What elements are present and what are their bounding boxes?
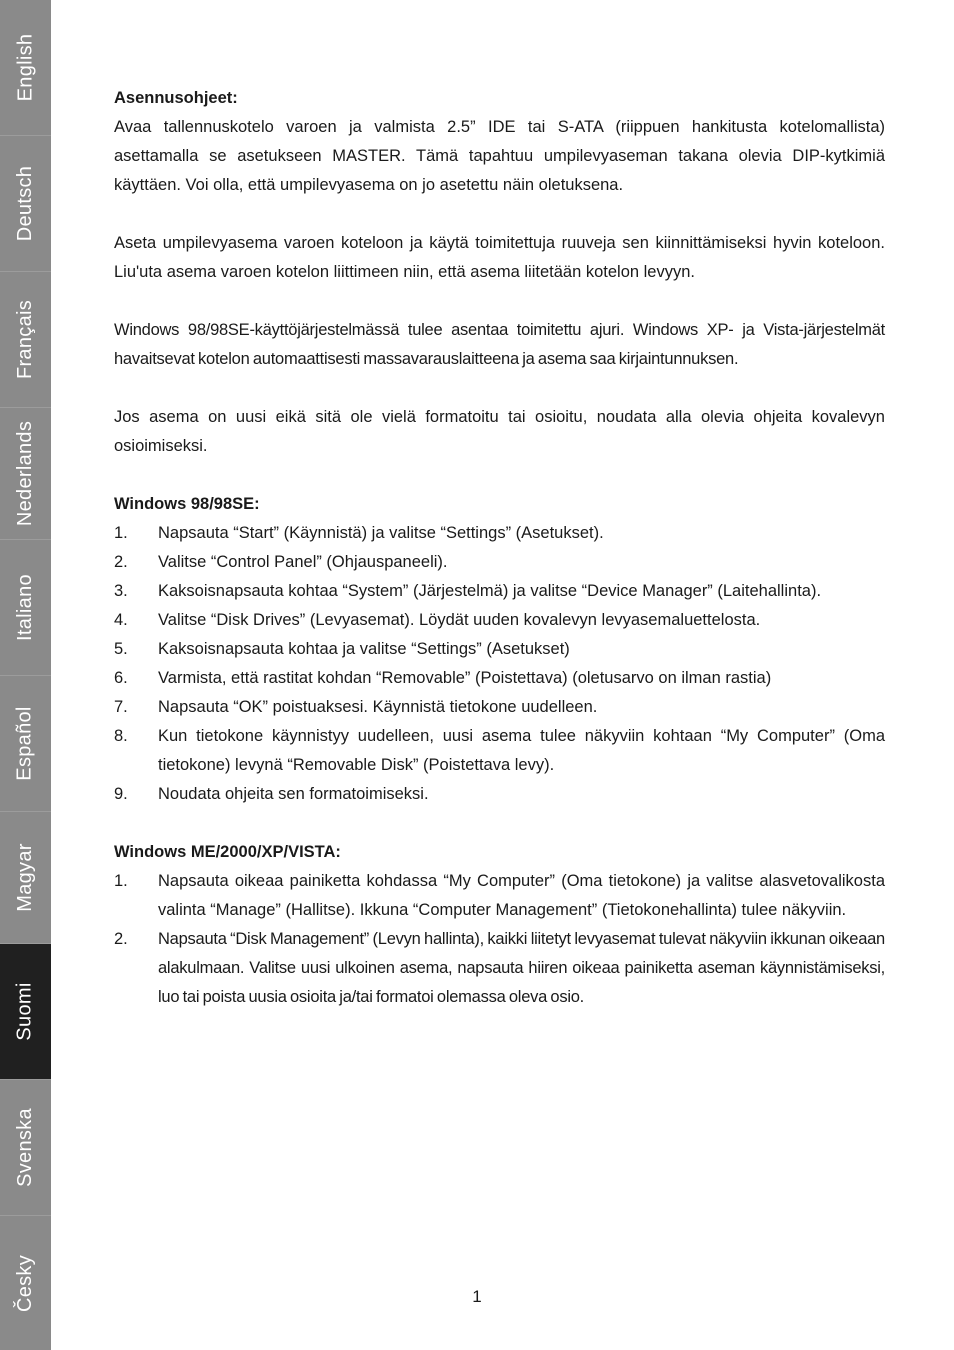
paragraph-partition: Jos asema on uusi eikä sitä ole vielä formatoitu tai osioitu, noudata alla olevia ohjeita kovalevyn osioimiseksi. <box>114 408 885 455</box>
lang-tab-label: Nederlands <box>14 420 37 527</box>
page-number: 1 <box>472 1287 482 1306</box>
step-text: Napsauta “OK” poistuaksesi. Käynnistä tietokone uudelleen. <box>158 698 598 716</box>
list-item <box>114 664 885 693</box>
list-item <box>114 693 885 722</box>
lang-tab-francais[interactable] <box>0 272 51 408</box>
step-number: 1. <box>114 872 128 890</box>
step-number: 9. <box>114 785 128 803</box>
document-title: Asennusohjeet: <box>114 89 238 107</box>
list-item <box>114 722 885 780</box>
lang-tab-cesky[interactable] <box>0 1216 51 1350</box>
list-item <box>114 577 885 606</box>
list-item <box>114 780 885 809</box>
language-sidebar <box>0 0 51 1350</box>
lang-tab-svenska[interactable] <box>0 1080 51 1216</box>
section-heading-win98: Windows 98/98SE: <box>114 495 260 513</box>
list-item <box>114 548 885 577</box>
paragraph-mounting: Aseta umpilevyasema varoen koteloon ja käytä toimitettuja ruuveja sen kiinnittämiseksi hyvin koteloon. Liu'uta asema varoen kotelon liittimeen niin, että asema liitetään kotelon levyyn. <box>114 234 885 281</box>
step-number: 5. <box>114 640 128 658</box>
lang-tab-label: Español <box>14 706 37 781</box>
list-item <box>114 606 885 635</box>
paragraph-intro: Avaa tallennuskotelo varoen ja valmista 2.5” IDE tai S-ATA (riippuen hankitusta kotelomallista) asettamalla se asetukseen MASTER. Tämä tapahtuu umpilevyaseman takana olevia DIP-kytkimiä käyttäen. Voi olla, että umpilevyasema on jo asetettu näin oletuksena. <box>114 118 885 194</box>
paragraph-drivers: Windows 98/98SE-käyttöjärjestelmässä tulee asentaa toimitettu ajuri. Windows XP- ja Vista-järjestelmät havaitsevat kotelon automaattisesti massavarauslaitteena ja asema saa kirjaintunnuksen. <box>114 321 885 368</box>
lang-tab-label: Deutsch <box>14 165 37 242</box>
lang-tab-label: Svenska <box>14 1108 36 1187</box>
lang-tab-label: Français <box>14 299 36 380</box>
step-number: 2. <box>114 930 128 948</box>
lang-tab-magyar[interactable] <box>0 812 51 944</box>
step-text: Kaksoisnapsauta kohtaa “System” (Järjestelmä) ja valitse “Device Manager” (Laitehallinta). <box>158 582 822 600</box>
step-text: Valitse “Disk Drives” (Levyasemat). Löydät uuden kovalevyn levyasemaluettelosta. <box>158 611 761 629</box>
step-number: 6. <box>114 669 128 687</box>
list-item <box>114 635 885 664</box>
steps-list-win98 <box>114 519 885 809</box>
step-text: Varmista, että rastitat kohdan “Removable” (Poistettava) (oletusarvo on ilman rastia) <box>158 669 772 687</box>
list-item <box>114 925 885 1012</box>
step-number: 3. <box>114 582 128 600</box>
lang-tab-espanol[interactable] <box>0 676 51 812</box>
lang-tab-label: Suomi <box>14 982 37 1041</box>
list-item <box>114 867 885 925</box>
step-number: 1. <box>114 524 128 542</box>
lang-tab-italiano[interactable] <box>0 540 51 676</box>
section-heading-winme: Windows ME/2000/XP/VISTA: <box>114 843 341 861</box>
step-number: 7. <box>114 698 128 716</box>
step-text: Napsauta “Start” (Käynnistä) ja valitse “Settings” (Asetukset). <box>158 524 604 542</box>
lang-tab-nederlands[interactable] <box>0 408 51 540</box>
step-number: 8. <box>114 727 128 745</box>
lang-tab-label: Magyar <box>14 843 36 912</box>
step-text: Napsauta “Disk Management” (Levyn hallinta), kaikki liitetyt levyasemat tulevat näkyviin ikkunan oikeaan alakulmaan. Valitse uusi ulkoinen asema, napsauta hiiren oikeaa painiketta aseman käynnistämiseksi, luo tai poista uusia osioita ja/tai formatoi olemassa oleva osio. <box>158 930 885 1006</box>
lang-tab-english[interactable] <box>0 0 51 136</box>
document-body <box>114 84 885 1012</box>
step-text: Kaksoisnapsauta kohtaa ja valitse “Settings” (Asetukset) <box>158 640 570 658</box>
step-text: Napsauta oikeaa painiketta kohdassa “My Computer” (Oma tietokone) ja valitse alasvetovalikosta valinta “Manage” (Hallitse). Ikkuna “Computer Management” (Tietokonehallinta) tulee näkyviin. <box>158 872 885 919</box>
list-item <box>114 519 885 548</box>
step-number: 2. <box>114 553 128 571</box>
step-text: Valitse “Control Panel” (Ohjauspaneeli). <box>158 553 448 571</box>
lang-tab-label: English <box>14 33 37 102</box>
step-text: Noudata ohjeita sen formatoimiseksi. <box>158 785 429 803</box>
steps-list-winme <box>114 867 885 1012</box>
step-number: 4. <box>114 611 128 629</box>
lang-tab-label: Česky <box>14 1254 37 1312</box>
lang-tab-deutsch[interactable] <box>0 136 51 272</box>
step-text: Kun tietokone käynnistyy uudelleen, uusi asema tulee näkyviin kohtaan “My Computer” (Oma tietokone) levynä “Removable Disk” (Poistettava levy). <box>158 727 885 774</box>
lang-tab-label: Italiano <box>14 574 36 641</box>
lang-tab-suomi[interactable] <box>0 944 51 1080</box>
